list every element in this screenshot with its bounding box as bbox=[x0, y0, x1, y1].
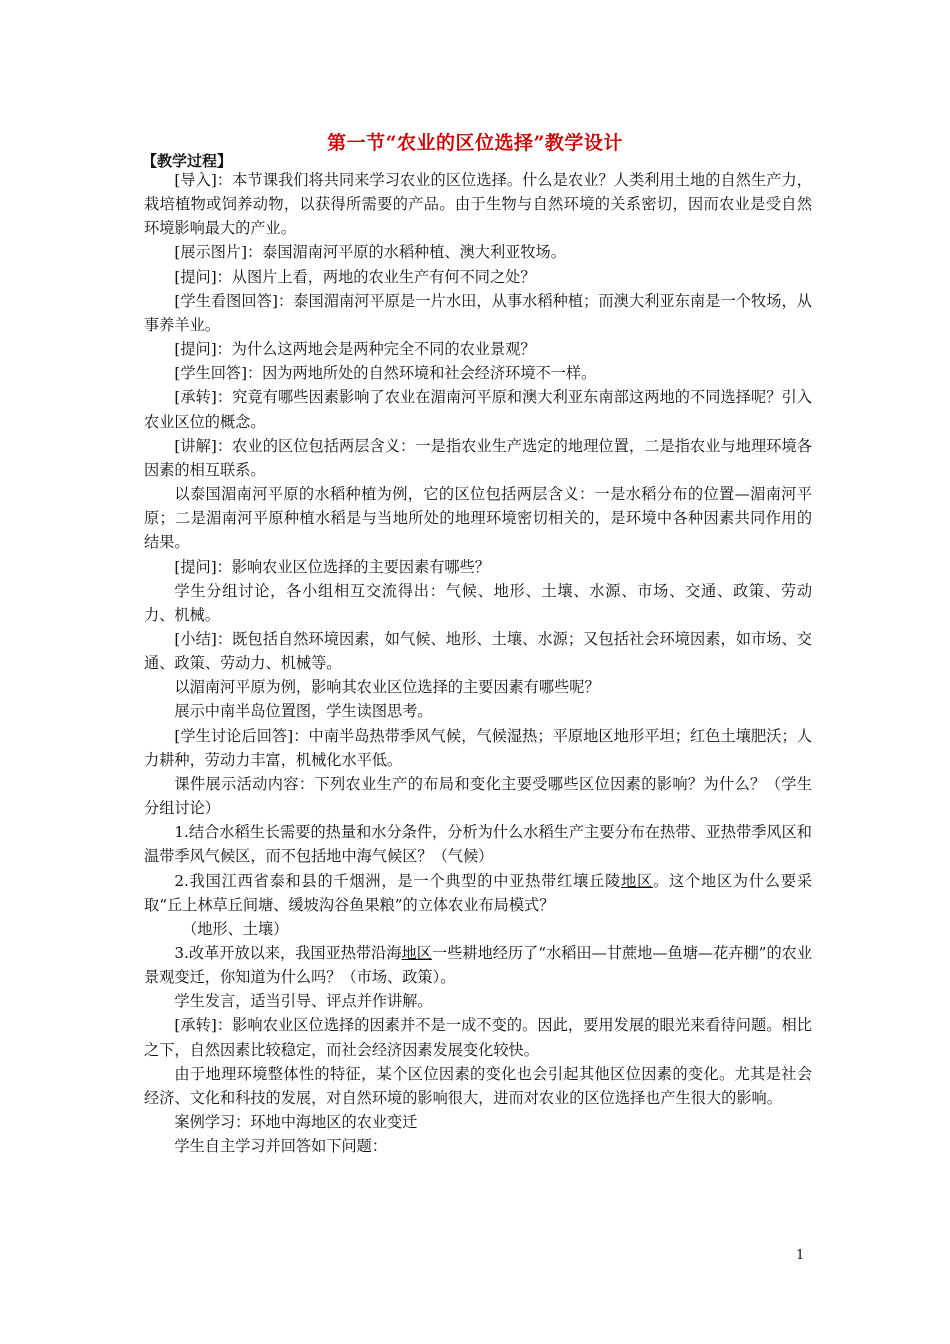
section-heading: 【教学过程】 bbox=[142, 152, 233, 170]
paragraph-example: 以泰国湄南河平原的水稻种植为例，它的区位包括两层含义：一是水稻分布的位置—湄南河平原；二是湄南河平原种植水稻是与当地所处的地理环境密切相关的，是环境中各种因素共同作用的结果。 bbox=[144, 485, 812, 552]
paragraph-discussion-answer: [学生讨论后回答]：中南半岛热带季风气候，气候湿热；平原地区地形平坦；红色土壤肥沃；人力耕种，劳动力丰富，机械化水平低。 bbox=[144, 726, 812, 769]
paragraph-show-pictures: [展示图片]：泰国湄南河平原的水稻种植、澳大利亚牧场。 bbox=[174, 243, 566, 262]
paragraph-self-study: 学生自主学习并回答如下问题： bbox=[174, 1137, 388, 1156]
paragraph-activity: 课件展示活动内容：下列农业生产的布局和变化主要受哪些区位因素的影响？为什么？（学生分组讨论） bbox=[144, 774, 812, 818]
paragraph-item-3 bbox=[144, 941, 812, 989]
item-3-underlined: 地区 bbox=[401, 944, 432, 962]
paragraph-item-2-answer: （地形、土壤） bbox=[182, 919, 289, 938]
item-2-text-after: 。这个地区为什么要采取“丘上林草丘间塘、缓坡沟谷鱼果粮”的立体农业布局模式？ bbox=[144, 871, 813, 914]
paragraph-intro: [导入]：本节课我们将共同来学习农业的区位选择。什么是农业？人类利用土地的自然生产力，栽培植物或饲养动物，以获得所需要的产品。由于生物与自然环境的关系密切，因而农业是受自然环境影响最大的产业。 bbox=[144, 171, 812, 238]
item-2-text-before: 2.我国江西省泰和县的千烟洲，是一个典型的中亚热带红壤丘陵 bbox=[174, 871, 622, 890]
paragraph-show-map: 展示中南半岛位置图，学生读图思考。 bbox=[174, 702, 433, 721]
paragraph-explanation: [讲解]：农业的区位包括两层含义：一是指农业生产选定的地理位置，二是指农业与地理环境各因素的相互联系。 bbox=[144, 436, 812, 479]
paragraph-question-1: [提问]：从图片上看，两地的农业生产有何不同之处？ bbox=[174, 267, 536, 286]
paragraph-student-answer-1: [学生看图回答]：泰国湄南河平原是一片水田，从事水稻种植；而澳大利亚东南是一个牧场，从事养羊业。 bbox=[144, 291, 812, 334]
item-3-text-before: 3.改革开放以来，我国亚热带沿海 bbox=[174, 944, 402, 962]
paragraph-transition-2: [承转]：影响农业区位选择的因素并不是一成不变的。因此，要用发展的眼光来看待问题。相比之下，自然因素比较稳定，而社会经济因素发展变化较快。 bbox=[144, 1016, 812, 1059]
paragraph-item-1: 1.结合水稻生长需要的热量和水分条件，分析为什么水稻生产主要分布在热带、亚热带季风区和温带季风气候区，而不包括地中海气候区？（气候） bbox=[144, 823, 812, 866]
paragraph-question-2: [提问]：为什么这两地会是两种完全不同的农业景观？ bbox=[174, 340, 536, 359]
paragraph-student-speech: 学生发言，适当引导、评点并作讲解。 bbox=[174, 992, 433, 1011]
page-number: 1 bbox=[796, 1248, 805, 1263]
paragraph-item-2 bbox=[144, 869, 812, 917]
item-3-text-after: 一些耕地经历了“水稻田—甘蔗地—鱼塘—花卉棚”的农业景观变迁，你知道为什么吗？（市场、政策）。 bbox=[144, 944, 813, 987]
document-title: 第一节“农业的区位选择”教学设计 bbox=[327, 132, 623, 154]
paragraph-question-3: [提问]：影响农业区位选择的主要因素有哪些？ bbox=[174, 557, 490, 576]
paragraph-group-discussion: 学生分组讨论，各小组相互交流得出：气候、地形、土壤、水源、市场、交通、政策、劳动力、机械。 bbox=[144, 581, 812, 624]
paragraph-summary: [小结]：既包括自然环境因素，如气候、地形、土壤、水源；又包括社会环境因素，如市场、交通、政策、劳动力、机械等。 bbox=[144, 629, 812, 673]
paragraph-transition-1: [承转]：究竟有哪些因素影响了农业在湄南河平原和澳大利亚东南部这两地的不同选择呢？引入农业区位的概念。 bbox=[144, 388, 812, 431]
paragraph-integrity: 由于地理环境整体性的特征，某个区位因素的变化也会引起其他区位因素的变化。尤其是社会经济、文化和科技的发展，对自然环境的影响很大，进而对农业的区位选择也产生很大的影响。 bbox=[144, 1064, 812, 1107]
paragraph-student-answer-2: [学生回答]：因为两地所处的自然环境和社会经济环境不一样。 bbox=[174, 364, 597, 383]
paragraph-case-study: 案例学习：环地中海地区的农业变迁 bbox=[174, 1113, 418, 1132]
body-text bbox=[144, 168, 812, 1158]
item-2-underlined: 地区 bbox=[621, 871, 654, 890]
paragraph-menam-example: 以湄南河平原为例，影响其农业区位选择的主要因素有哪些呢？ bbox=[174, 678, 600, 697]
